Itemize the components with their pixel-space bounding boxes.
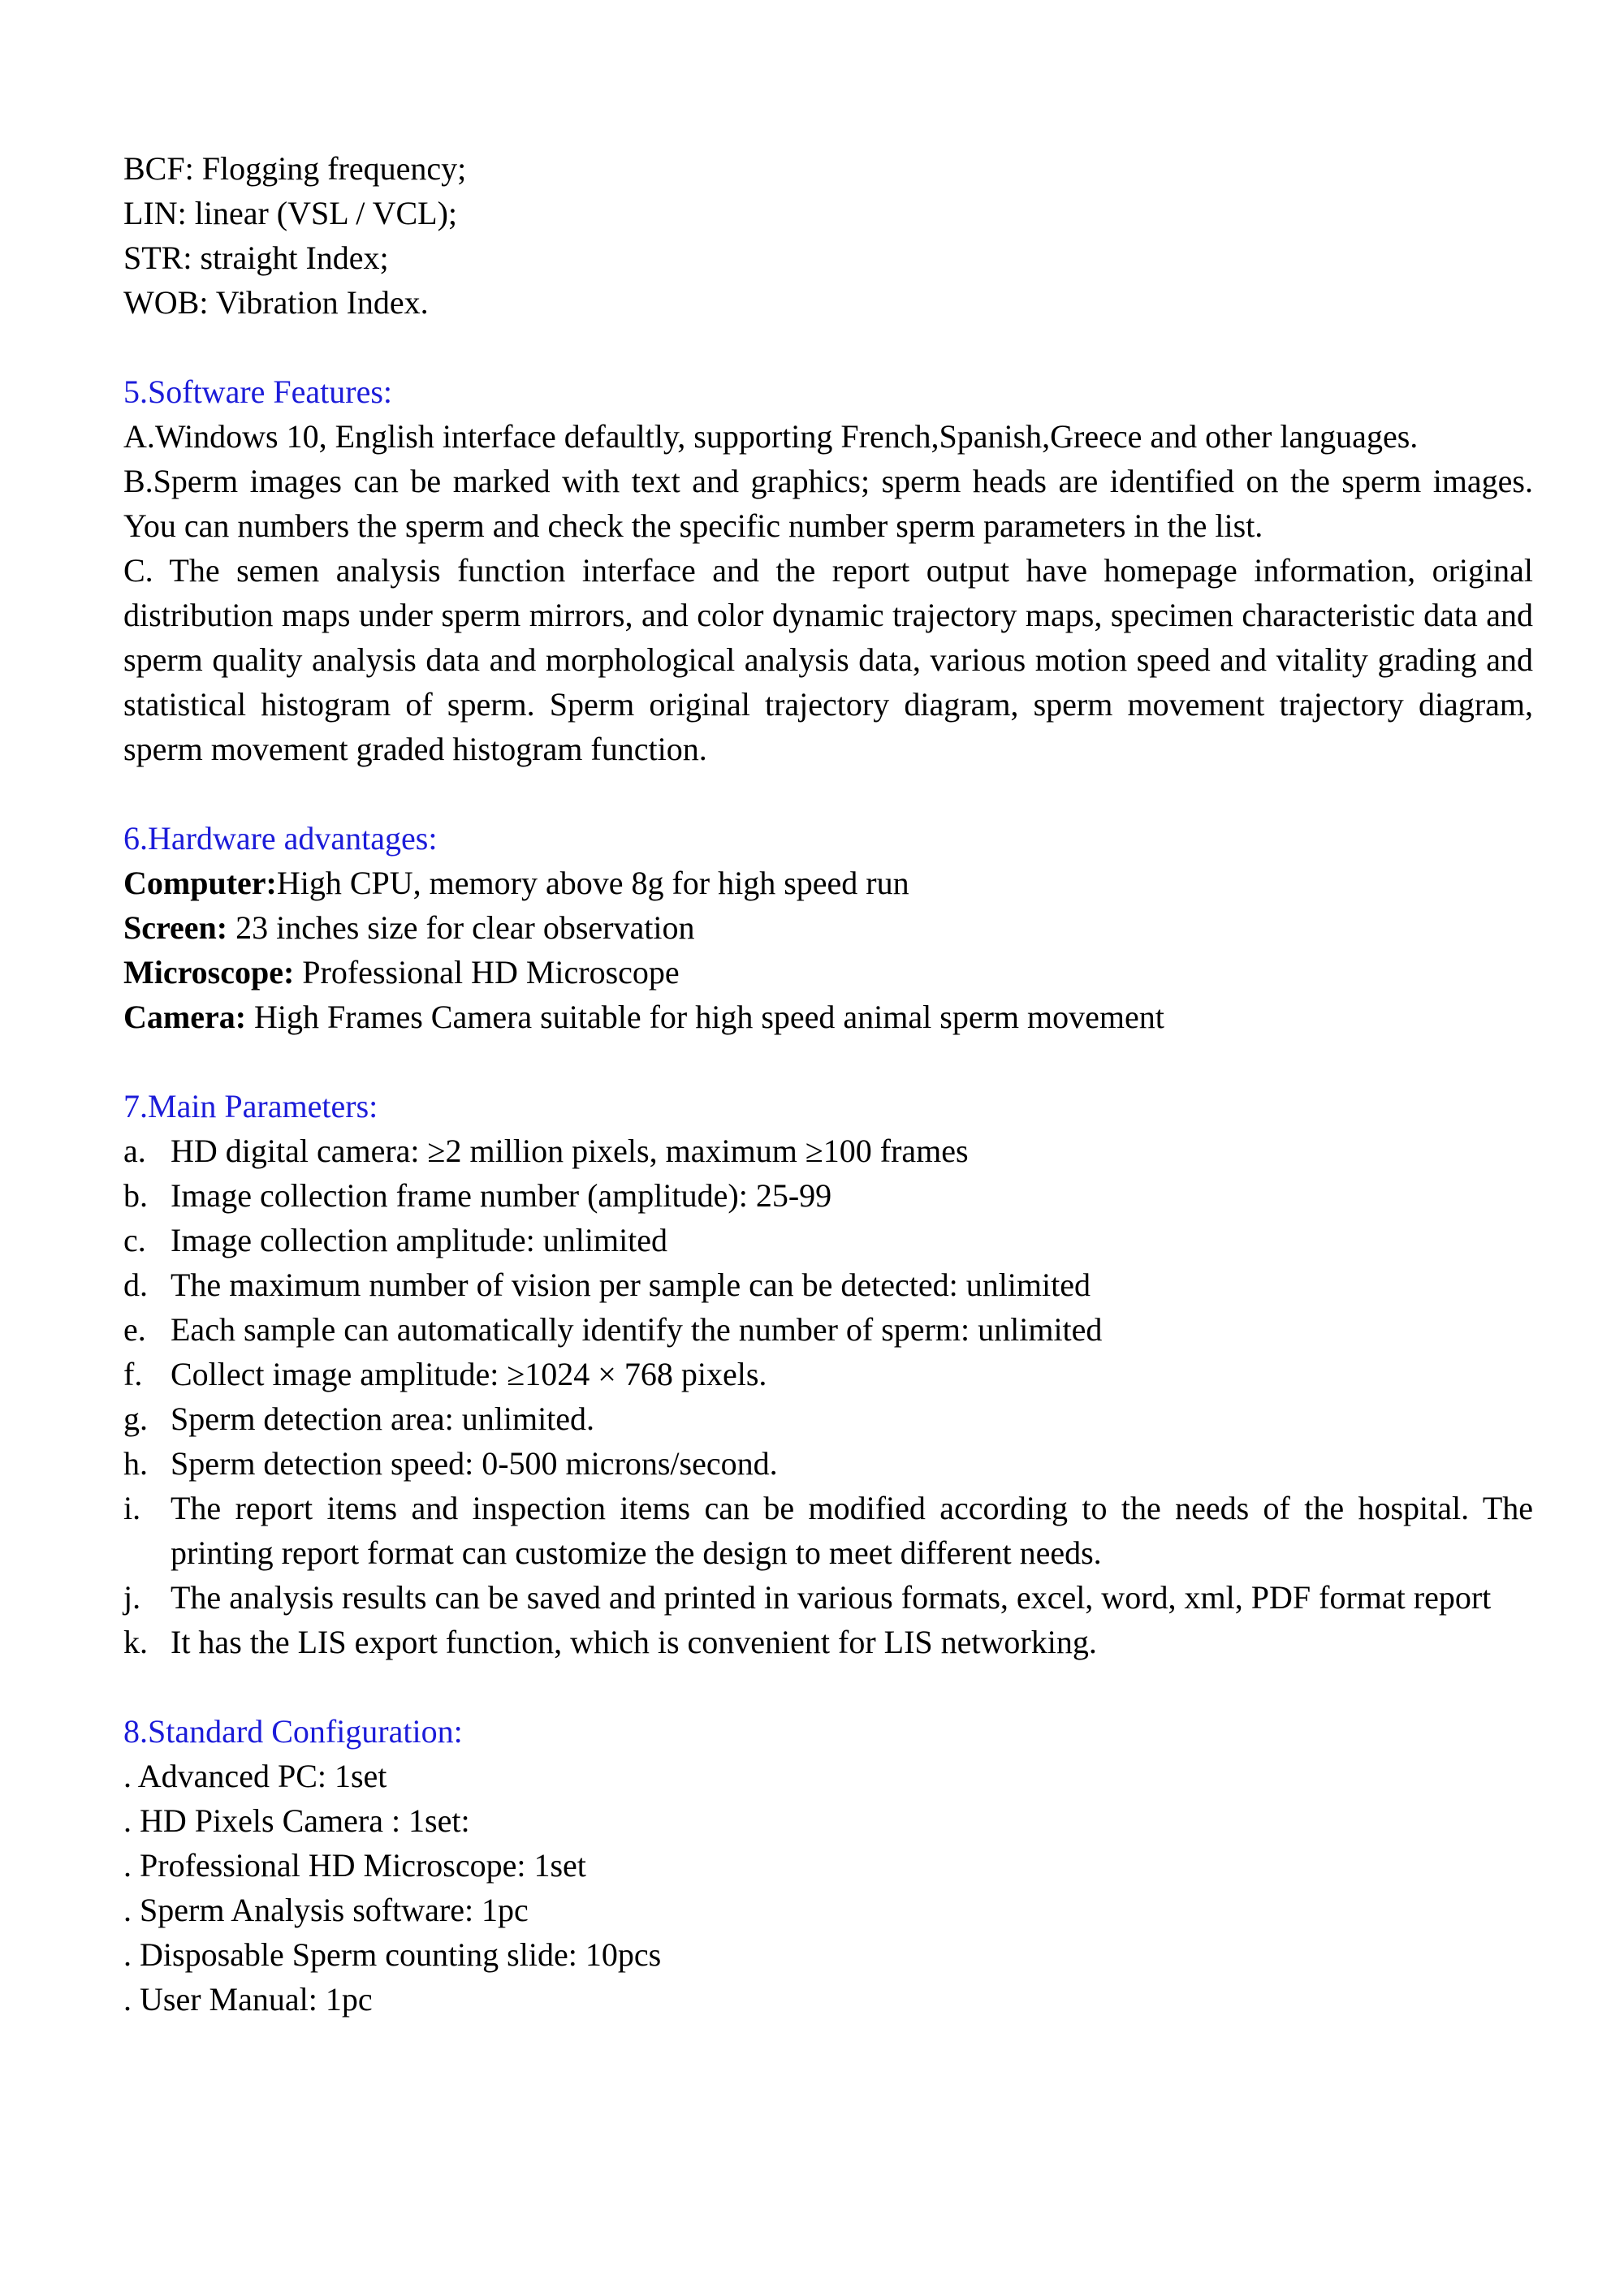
parameter-item-d-text: The maximum number of vision per sample can be detected: unlimited	[171, 1267, 1091, 1303]
config-item-sperm-analysis-software: . Sperm Analysis software: 1pc	[123, 1892, 529, 1928]
parameter-item-h-text: Sperm detection speed: 0-500 microns/second.	[171, 1445, 778, 1482]
parameter-item-j	[123, 1575, 1533, 1620]
hardware-spec-camera	[123, 995, 1533, 1039]
config-item-professional-hd-microscope: . Professional HD Microscope: 1set	[123, 1847, 586, 1884]
parameter-item-h	[123, 1441, 1533, 1486]
parameter-item-i-marker: i.	[123, 1490, 141, 1526]
hardware-spec-computer	[123, 861, 1533, 905]
parameter-item-c-text: Image collection amplitude: unlimited	[171, 1222, 668, 1258]
hardware-spec-microscope	[123, 950, 1533, 995]
abbrev-line-str: STR: straight Index;	[123, 240, 389, 276]
parameter-item-f-text: Collect image amplitude: ≥1024 × 768 pixels.	[171, 1356, 767, 1392]
parameter-item-c	[123, 1218, 1533, 1262]
abbrev-line-bcf: BCF: Flogging frequency;	[123, 150, 467, 187]
parameter-item-a-marker: a.	[123, 1133, 146, 1169]
parameter-item-d	[123, 1262, 1533, 1307]
hardware-spec-screen	[123, 905, 1533, 950]
parameter-item-g-marker: g.	[123, 1400, 148, 1437]
parameter-item-j-text: The analysis results can be saved and printed in various formats, excel, word, xml, PDF format report	[171, 1579, 1492, 1616]
parameter-item-f	[123, 1352, 1533, 1396]
hardware-spec-camera-text: High Frames Camera suitable for high speed animal sperm movement	[246, 999, 1164, 1035]
parameter-item-k-text: It has the LIS export function, which is convenient for LIS networking.	[171, 1624, 1097, 1660]
software-paragraph-c: C. The semen analysis function interface and the report output have homepage information, original distribution maps under sperm mirrors, and color dynamic trajectory maps, specimen characteristic data and sperm quality analysis data and morphological analysis data, various motion speed and vitality grading and statistical histogram of sperm. Sperm original trajectory diagram, sperm movement trajectory diagram, sperm movement graded histogram function.	[123, 552, 1533, 767]
parameter-item-e-marker: e.	[123, 1311, 146, 1348]
software-paragraph-a: A.Windows 10, English interface defaultly, supporting French,Spanish,Greece and other languages.	[123, 418, 1419, 455]
parameter-item-e	[123, 1307, 1533, 1352]
parameter-item-f-marker: f.	[123, 1356, 143, 1392]
parameter-item-h-marker: h.	[123, 1445, 148, 1482]
parameter-item-g	[123, 1396, 1533, 1441]
hardware-spec-screen-text: 23 inches size for clear observation	[227, 909, 695, 946]
parameter-item-b-marker: b.	[123, 1177, 148, 1214]
parameter-item-g-text: Sperm detection area: unlimited.	[171, 1400, 595, 1437]
config-item-hd-pixels-camera: . HD Pixels Camera : 1set:	[123, 1802, 470, 1839]
parameter-item-e-text: Each sample can automatically identify the number of sperm: unlimited	[171, 1311, 1103, 1348]
section-heading-main-parameters: 7.Main Parameters:	[123, 1088, 378, 1124]
parameter-item-j-marker: j.	[123, 1579, 141, 1616]
hardware-spec-screen-label: Screen:	[123, 909, 228, 946]
parameter-item-c-marker: c.	[123, 1222, 146, 1258]
config-item-advanced-pc: . Advanced PC: 1set	[123, 1758, 387, 1794]
parameter-item-b-text: Image collection frame number (amplitude): 25-99	[171, 1177, 832, 1214]
parameter-item-k-marker: k.	[123, 1624, 148, 1660]
parameter-item-i-text: The report items and inspection items can be modified according to the needs of the hospital. The printing report format can customize the design to meet different needs.	[171, 1490, 1533, 1571]
parameter-item-a	[123, 1129, 1533, 1173]
config-item-user-manual: . User Manual: 1pc	[123, 1981, 373, 2018]
hardware-spec-computer-text: High CPU, memory above 8g for high speed run	[276, 865, 909, 901]
section-heading-software-features: 5.Software Features:	[123, 373, 393, 410]
abbrev-line-lin: LIN: linear (VSL / VCL);	[123, 195, 458, 231]
hardware-spec-camera-label: Camera:	[123, 999, 247, 1035]
hardware-spec-microscope-label: Microscope:	[123, 954, 295, 990]
parameter-item-i	[123, 1486, 1533, 1575]
section-heading-hardware-advantages: 6.Hardware advantages:	[123, 820, 438, 857]
abbrev-line-wob: WOB: Vibration Index.	[123, 284, 429, 321]
section-heading-standard-configuration: 8.Standard Configuration:	[123, 1713, 463, 1750]
software-paragraph-b: B.Sperm images can be marked with text and graphics; sperm heads are identified on the sperm images. You can numbers the sperm and check the specific number sperm parameters in the list.	[123, 463, 1533, 544]
parameter-item-d-marker: d.	[123, 1267, 148, 1303]
config-item-disposable-sperm-counting-slide: . Disposable Sperm counting slide: 10pcs	[123, 1936, 662, 1973]
hardware-spec-computer-label: Computer:	[123, 865, 277, 901]
parameter-item-b	[123, 1173, 1533, 1218]
hardware-spec-microscope-text: Professional HD Microscope	[294, 954, 680, 990]
parameter-item-k	[123, 1620, 1533, 1664]
parameter-item-a-text: HD digital camera: ≥2 million pixels, maximum ≥100 frames	[171, 1133, 969, 1169]
